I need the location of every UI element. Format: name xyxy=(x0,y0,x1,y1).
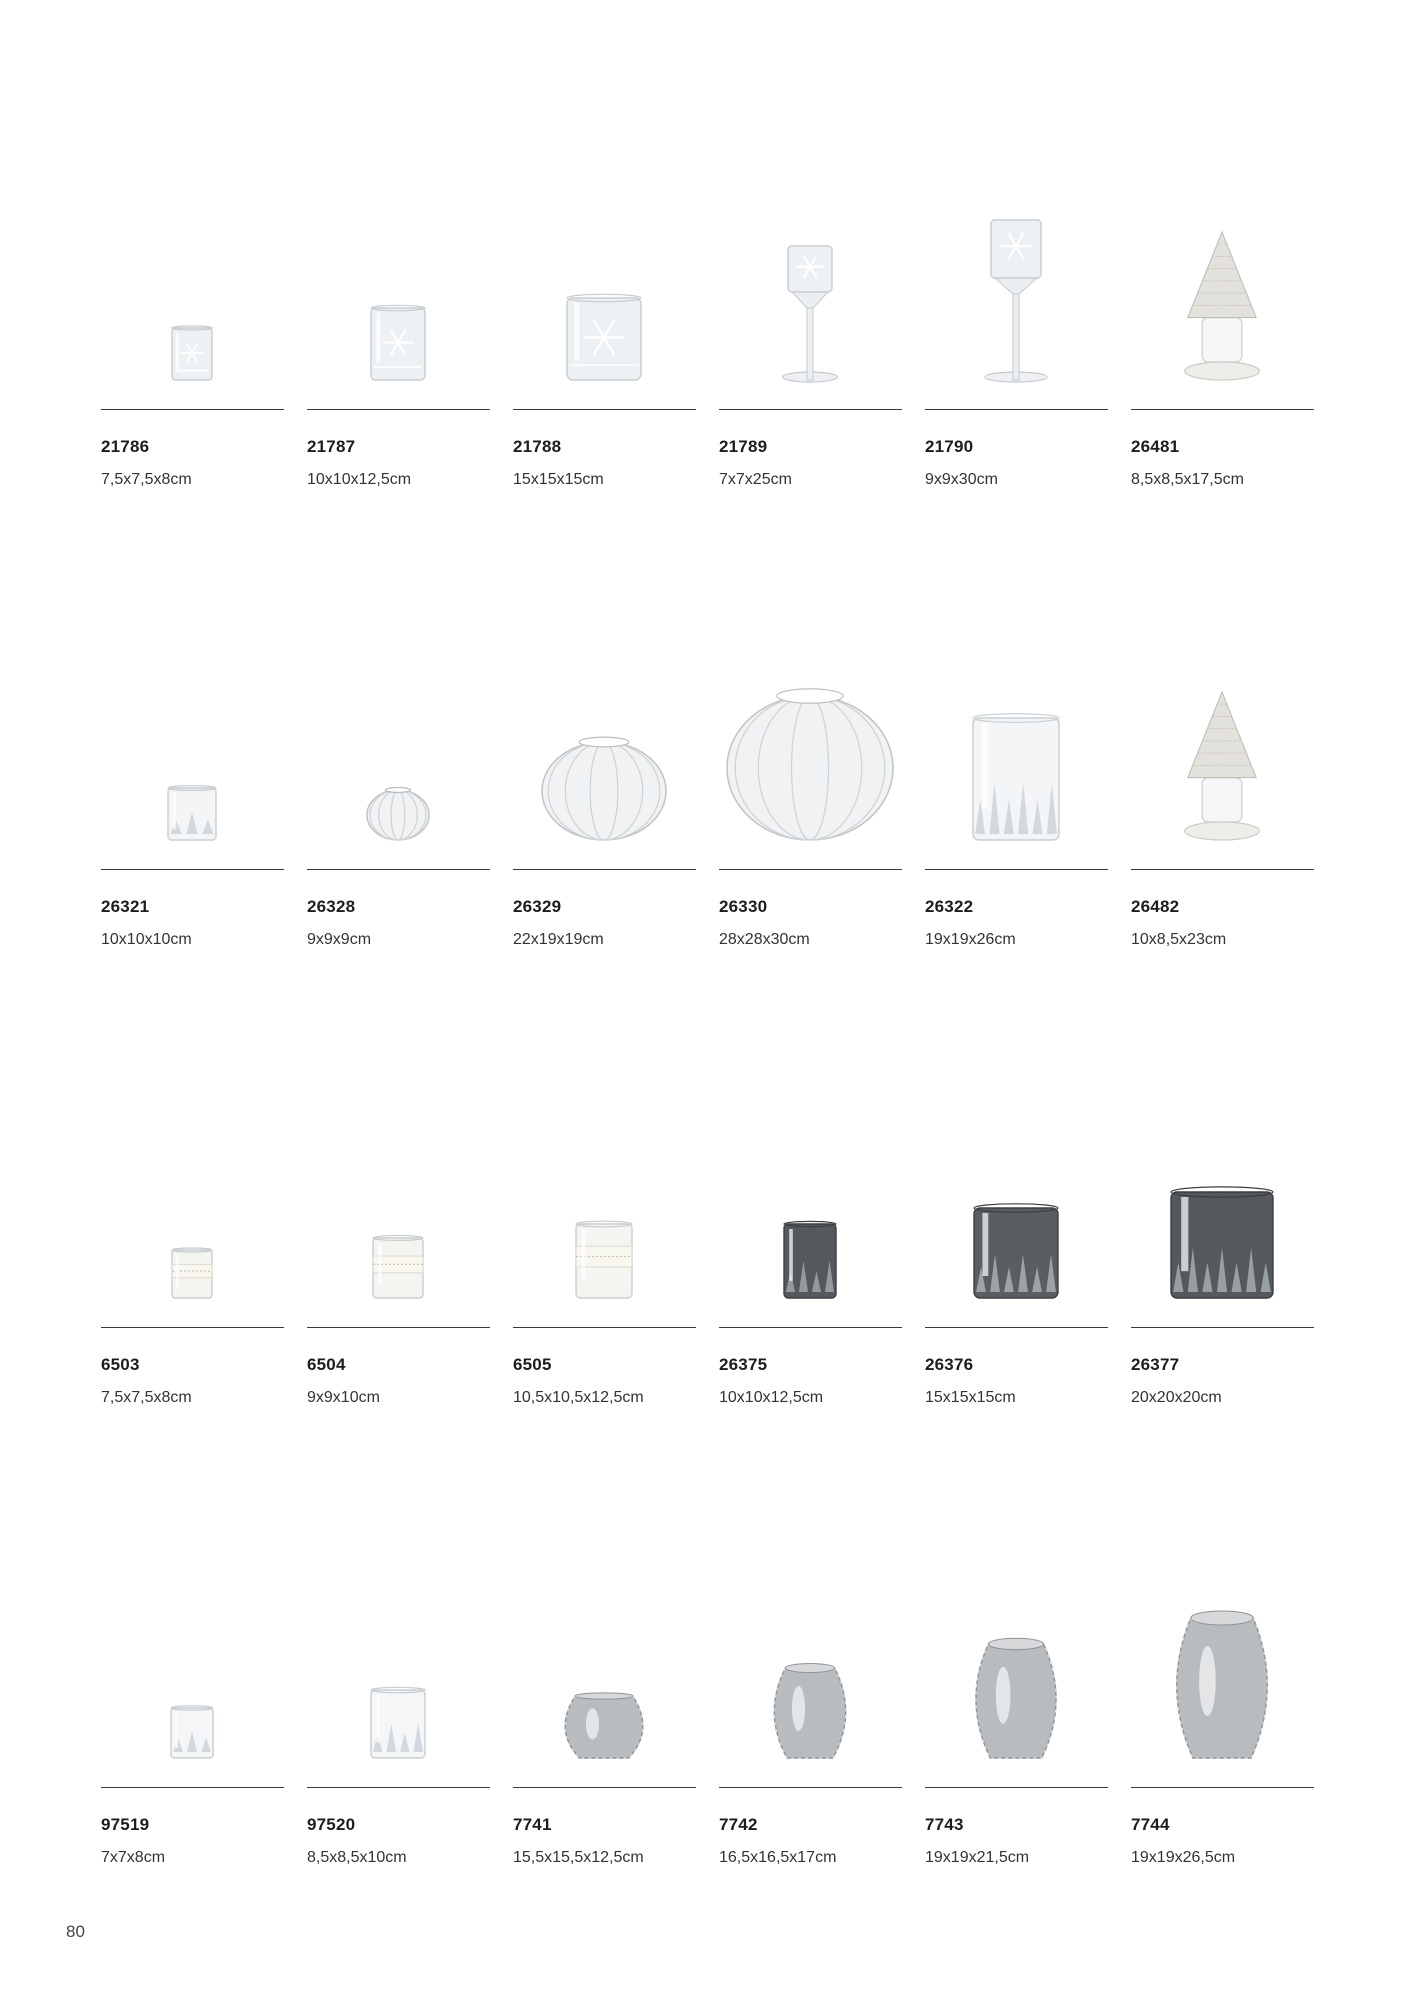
product-image xyxy=(101,1066,284,1326)
divider xyxy=(513,409,696,410)
product-code: 21790 xyxy=(925,437,974,456)
lace-band-votive-large-image xyxy=(513,1066,696,1326)
product-dimensions: 19x19x26cm xyxy=(925,931,1016,948)
clear-tree-votive-small-image xyxy=(101,1526,284,1786)
product-dimensions: 9x9x9cm xyxy=(307,931,372,948)
clear-forest-hurricane-image xyxy=(925,608,1108,868)
divider xyxy=(925,409,1108,410)
product-item xyxy=(513,148,696,508)
product-image xyxy=(307,1526,490,1786)
lace-band-votive-medium-image xyxy=(307,1066,490,1326)
product-image xyxy=(925,1526,1108,1786)
product-image xyxy=(307,1066,490,1326)
product-code: 26481 xyxy=(1131,437,1180,456)
divider xyxy=(101,409,284,410)
product-item xyxy=(513,1526,696,1886)
snowflake-frosted-votive-medium-image xyxy=(307,148,490,408)
product-image xyxy=(1131,148,1314,408)
ribbed-bowl-small-image xyxy=(307,608,490,868)
product-item xyxy=(101,1526,284,1886)
product-dimensions: 28x28x30cm xyxy=(719,931,810,948)
product-item xyxy=(513,608,696,968)
product-dimensions: 8,5x8,5x17,5cm xyxy=(1131,471,1244,488)
product-dimensions: 7x7x8cm xyxy=(101,1849,166,1866)
divider xyxy=(513,1787,696,1788)
product-item xyxy=(307,1526,490,1886)
divider xyxy=(1131,409,1314,410)
product-code: 6503 xyxy=(101,1355,140,1374)
product-dimensions: 19x19x21,5cm xyxy=(925,1849,1030,1866)
product-image xyxy=(513,1526,696,1786)
product-dimensions: 22x19x19cm xyxy=(513,931,604,948)
divider xyxy=(101,1327,284,1328)
product-code: 26329 xyxy=(513,897,562,916)
silver-crackle-bowl-image xyxy=(513,1526,696,1786)
product-image xyxy=(307,608,490,868)
product-dimensions: 7,5x7,5x8cm xyxy=(101,471,192,488)
product-item xyxy=(101,148,284,508)
product-dimensions: 8,5x8,5x10cm xyxy=(307,1849,407,1866)
silver-crackle-vase-medium-image xyxy=(925,1526,1108,1786)
snowflake-stemmed-holder-small-image xyxy=(719,148,902,408)
product-code: 7741 xyxy=(513,1815,552,1834)
clear-tree-votive-medium-image xyxy=(307,1526,490,1786)
product-code: 21789 xyxy=(719,437,768,456)
product-item xyxy=(925,1066,1108,1426)
product-dimensions: 19x19x26,5cm xyxy=(1131,1849,1236,1866)
product-image xyxy=(1131,608,1314,868)
product-image xyxy=(925,1066,1108,1326)
snowflake-stemmed-holder-large-image xyxy=(925,148,1108,408)
product-dimensions: 10,5x10,5x12,5cm xyxy=(513,1389,644,1406)
divider xyxy=(307,869,490,870)
product-code: 26330 xyxy=(719,897,768,916)
smoked-forest-votive-small-image xyxy=(719,1066,902,1326)
product-code: 21786 xyxy=(101,437,150,456)
product-code: 26321 xyxy=(101,897,150,916)
product-dimensions: 10x10x12,5cm xyxy=(307,471,412,488)
product-dimensions: 10x8,5x23cm xyxy=(1131,931,1227,948)
product-dimensions: 15x15x15cm xyxy=(513,471,604,488)
divider xyxy=(1131,1787,1314,1788)
product-image xyxy=(101,148,284,408)
page-number: 80 xyxy=(66,1922,85,1941)
product-dimensions: 16,5x16,5x17cm xyxy=(719,1849,837,1866)
divider xyxy=(307,1787,490,1788)
product-code: 26482 xyxy=(1131,897,1180,916)
product-dimensions: 7,5x7,5x8cm xyxy=(101,1389,192,1406)
product-image xyxy=(513,1066,696,1326)
tree-lantern-small-image xyxy=(1131,148,1314,408)
product-item xyxy=(925,1526,1108,1886)
product-item xyxy=(307,608,490,968)
product-image xyxy=(925,608,1108,868)
product-item xyxy=(925,608,1108,968)
product-item xyxy=(925,148,1108,508)
divider xyxy=(1131,869,1314,870)
product-item xyxy=(719,1066,902,1426)
product-item xyxy=(1131,1066,1314,1426)
product-code: 7742 xyxy=(719,1815,758,1834)
product-item xyxy=(719,608,902,968)
ribbed-bowl-medium-image xyxy=(513,608,696,868)
product-item xyxy=(1131,1526,1314,1886)
divider xyxy=(925,1787,1108,1788)
product-code: 26377 xyxy=(1131,1355,1180,1374)
product-item xyxy=(101,1066,284,1426)
divider xyxy=(925,869,1108,870)
divider xyxy=(719,409,902,410)
divider xyxy=(925,1327,1108,1328)
product-code: 26375 xyxy=(719,1355,768,1374)
divider xyxy=(719,869,902,870)
product-dimensions: 10x10x10cm xyxy=(101,931,192,948)
smoked-forest-votive-medium-image xyxy=(925,1066,1108,1326)
product-image xyxy=(719,148,902,408)
product-image xyxy=(925,148,1108,408)
tree-lantern-tall-image xyxy=(1131,608,1314,868)
product-code: 6504 xyxy=(307,1355,346,1374)
product-image xyxy=(513,148,696,408)
product-code: 21788 xyxy=(513,437,562,456)
silver-crackle-vase-small-image xyxy=(719,1526,902,1786)
product-image xyxy=(307,148,490,408)
product-image xyxy=(101,608,284,868)
product-code: 97520 xyxy=(307,1815,356,1834)
product-item xyxy=(719,1526,902,1886)
product-image xyxy=(719,608,902,868)
divider xyxy=(513,1327,696,1328)
ribbed-bowl-large-image xyxy=(719,608,902,868)
product-dimensions: 20x20x20cm xyxy=(1131,1389,1222,1406)
product-image xyxy=(513,608,696,868)
product-dimensions: 7x7x25cm xyxy=(719,471,792,488)
clear-forest-votive-image xyxy=(101,608,284,868)
product-item xyxy=(513,1066,696,1426)
product-code: 6505 xyxy=(513,1355,552,1374)
product-code: 7744 xyxy=(1131,1815,1170,1834)
divider xyxy=(513,869,696,870)
product-item xyxy=(101,608,284,968)
divider xyxy=(719,1327,902,1328)
smoked-forest-votive-large-image xyxy=(1131,1066,1314,1326)
product-dimensions: 9x9x30cm xyxy=(925,471,998,488)
product-image xyxy=(719,1526,902,1786)
silver-crackle-vase-large-image xyxy=(1131,1526,1314,1786)
product-image xyxy=(719,1066,902,1326)
divider xyxy=(719,1787,902,1788)
lace-band-votive-small-image xyxy=(101,1066,284,1326)
product-item xyxy=(307,148,490,508)
product-code: 7743 xyxy=(925,1815,964,1834)
product-item xyxy=(719,148,902,508)
product-code: 26376 xyxy=(925,1355,974,1374)
product-code: 26322 xyxy=(925,897,974,916)
divider xyxy=(307,409,490,410)
divider xyxy=(1131,1327,1314,1328)
product-dimensions: 9x9x10cm xyxy=(307,1389,380,1406)
product-item xyxy=(1131,608,1314,968)
product-image xyxy=(1131,1526,1314,1786)
product-item xyxy=(307,1066,490,1426)
divider xyxy=(101,1787,284,1788)
divider xyxy=(307,1327,490,1328)
divider xyxy=(101,869,284,870)
product-code: 26328 xyxy=(307,897,356,916)
product-image xyxy=(1131,1066,1314,1326)
product-dimensions: 15x15x15cm xyxy=(925,1389,1016,1406)
snowflake-frosted-votive-large-image xyxy=(513,148,696,408)
product-dimensions: 15,5x15,5x12,5cm xyxy=(513,1849,644,1866)
product-item xyxy=(1131,148,1314,508)
product-code: 21787 xyxy=(307,437,356,456)
snowflake-frosted-votive-small-image xyxy=(101,148,284,408)
product-image xyxy=(101,1526,284,1786)
product-code: 97519 xyxy=(101,1815,150,1834)
product-dimensions: 10x10x12,5cm xyxy=(719,1389,824,1406)
